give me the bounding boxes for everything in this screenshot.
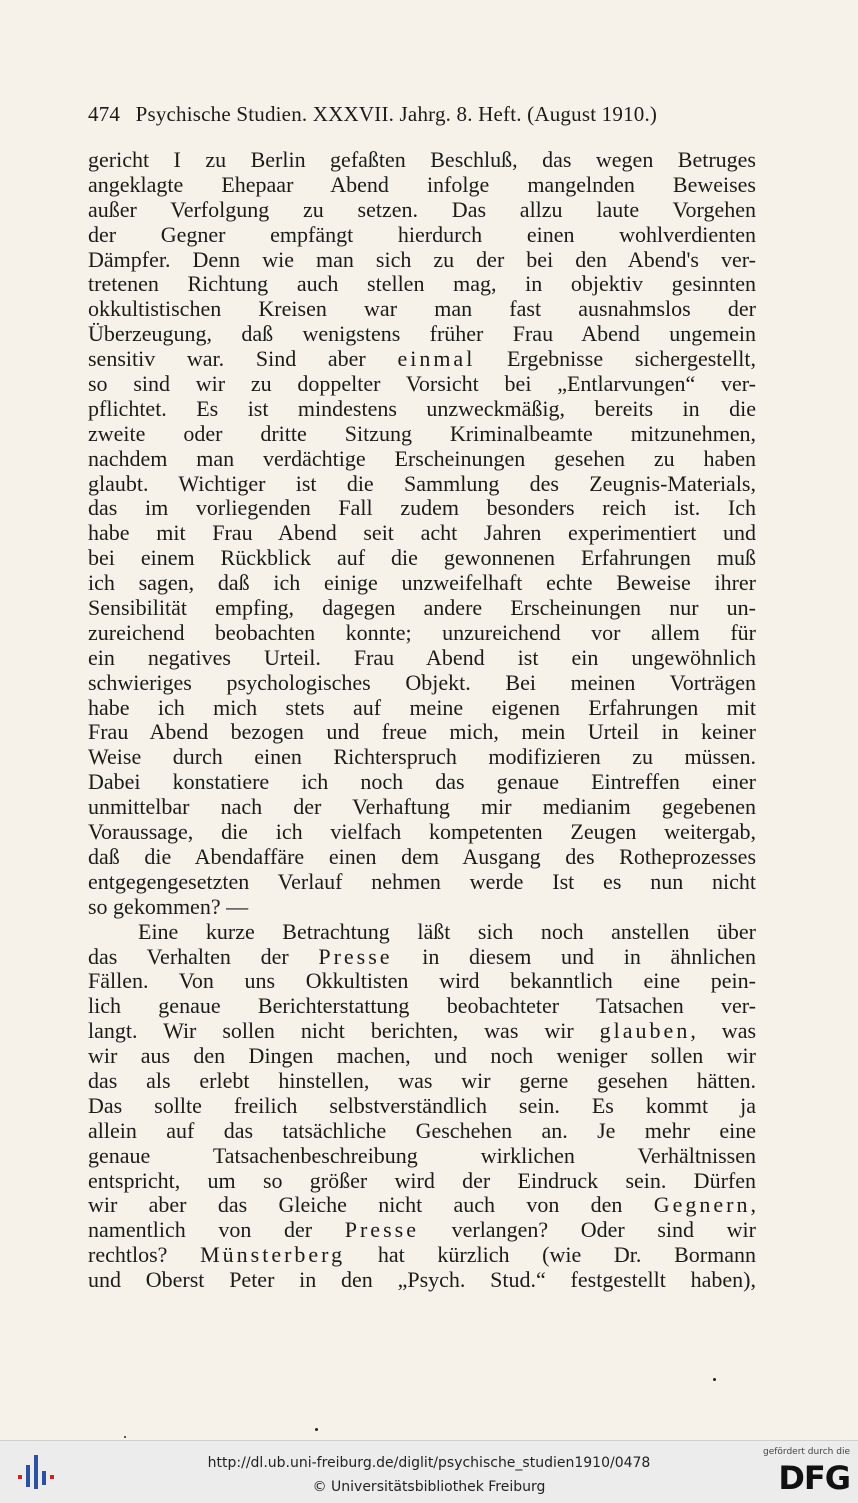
page-number: 474 [88, 102, 121, 126]
text-line: Sensibilität empfing, dagegen andere Erscheinungen nur un- [88, 596, 756, 621]
text-line: unmittelbar nach der Verhaftung mir medianim gegebenen [88, 795, 756, 820]
text-line [88, 347, 756, 372]
text-line: Weise durch einen Richterspruch modifizieren zu müssen. [88, 745, 756, 770]
text-line: habe ich mich stets auf meine eigenen Erfahrungen mit [88, 695, 756, 720]
text-line: angeklagte Ehepaar Abend infolge mangelnden Beweises [88, 172, 756, 197]
text-line: Überzeugung, daß wenigstens früher Frau Abend ungemein [88, 322, 756, 347]
text-line: der Gegner empfängt hierdurch einen wohlverdienten [88, 222, 756, 247]
text-line [88, 1019, 756, 1044]
text-line: Dämpfer. Denn wie man sich zu der bei den Abend's ver- [88, 247, 756, 272]
text-line: ein negatives Urteil. Frau Abend ist ein ungewöhnlich [88, 645, 756, 670]
text-line: lich genaue Berichterstattung beobachteter Tatsachen ver- [88, 994, 756, 1019]
text-line: außer Verfolgung zu setzen. Das allzu laute Vorgehen [88, 197, 756, 222]
text-line: nachdem man verdächtige Erscheinungen gesehen zu haben [88, 446, 756, 471]
text-line: Dabei konstatiere ich noch das genaue Eintreffen einer [88, 770, 756, 795]
line-segment: namentlich von der [88, 1218, 313, 1243]
line-segment: das Verhalten der [88, 944, 289, 969]
running-head-title: Psychische Studien. XXXVII. Jahrg. 8. Heft. (August 1910.) [135, 102, 658, 126]
text-line: Frau Abend bezogen und freue mich, mein Urteil in keiner [88, 720, 756, 745]
line-segment: wir aber das Gleiche nicht auch von den [88, 1193, 623, 1218]
spaced-emphasis: Presse [344, 1218, 419, 1243]
line-segment: verlangen? Oder sind wir [418, 1218, 756, 1243]
text-line: Voraussage, die ich vielfach kompetenten Zeugen weitergab, [88, 820, 756, 845]
line-segment: , was [690, 1019, 756, 1044]
scan-speck [713, 1378, 716, 1381]
text-line: tretenen Richtung auch stellen mag, in objektiv gesinnten [88, 272, 756, 297]
text-line: so sind wir zu doppelter Vorsicht bei „Entlarvungen“ ver- [88, 372, 756, 397]
line-segment: hat kürzlich (wie Dr. Bormann [345, 1243, 756, 1268]
running-header [88, 102, 756, 127]
text-line: so gekommen? — [88, 894, 249, 919]
text-line [88, 1193, 756, 1218]
dfg-tagline: gefördert durch die [763, 1447, 850, 1457]
spaced-emphasis: einmal [397, 347, 476, 372]
text-line: Fällen. Von uns Okkultisten wird bekanntlich eine pein- [88, 969, 756, 994]
text-line [88, 1243, 756, 1268]
text-line: ich sagen, daß ich einige unzweifelhaft echte Beweise ihrer [88, 571, 756, 596]
text-line: wir aus den Dingen machen, und noch weniger sollen wir [88, 1044, 756, 1069]
line-segment: sensitiv war. Sind aber [88, 347, 366, 372]
text-line: okkultistischen Kreisen war man fast ausnahmslos der [88, 297, 756, 322]
spaced-emphasis: Presse [318, 944, 393, 969]
line-segment: , [750, 1193, 756, 1218]
permalink-url[interactable]: http://dl.ub.uni-freiburg.de/diglit/psychische_studien1910/0478 [207, 1455, 651, 1471]
text-line: pflichtet. Es ist mindestens unzweckmäßig, bereits in die [88, 396, 756, 421]
line-segment: Ergebnisse sichergestellt, [475, 347, 756, 372]
text-line [88, 1218, 756, 1243]
text-line: glaubt. Wichtiger ist die Sammlung des Zeugnis-Materials, [88, 471, 756, 496]
text-line: Eine kurze Betrachtung läßt sich noch anstellen über [138, 919, 756, 944]
scan-speck [124, 1436, 126, 1438]
spaced-emphasis: Gegnern [653, 1193, 751, 1218]
text-line: schwieriges psychologisches Objekt. Bei meinen Vorträgen [88, 670, 756, 695]
text-line: allein auf das tatsächliche Geschehen an. Je mehr eine [88, 1118, 756, 1143]
text-line: das als erlebt hinstellen, was wir gerne gesehen hätten. [88, 1068, 756, 1093]
line-segment: in diesem und in ähnlichen [392, 944, 756, 969]
text-line: und Oberst Peter in den „Psych. Stud.“ festgestellt haben), [88, 1268, 756, 1293]
copyright-notice: © Universitätsbibliothek Freiburg [312, 1479, 546, 1495]
text-line: gericht I zu Berlin gefaßten Beschluß, das wegen Betruges [88, 148, 756, 172]
spaced-emphasis: Münsterberg [200, 1243, 346, 1268]
text-line: zweite oder dritte Sitzung Kriminalbeamte mitzunehmen, [88, 421, 756, 446]
text-line: entgegengesetzten Verlauf nehmen werde Ist es nun nicht [88, 869, 756, 894]
body-text [88, 148, 756, 1293]
text-line [88, 945, 756, 970]
line-segment: rechtlos? [88, 1243, 168, 1268]
text-line: Das sollte freilich selbstverständlich sein. Es kommt ja [88, 1093, 756, 1118]
dfg-logo-icon: DFG [778, 1459, 850, 1497]
text-line: bei einem Rückblick auf die gewonnenen Erfahrungen muß [88, 546, 756, 571]
line-segment: langt. Wir sollen nicht berichten, was wir [88, 1019, 574, 1044]
viewer-footer [0, 1440, 858, 1503]
spaced-emphasis: glauben [599, 1019, 691, 1044]
text-line: habe mit Frau Abend seit acht Jahren experimentiert und [88, 521, 756, 546]
scan-speck [315, 1428, 318, 1431]
text-line: genaue Tatsachenbeschreibung wirklichen Verhältnissen [88, 1143, 756, 1168]
text-line: daß die Abendaffäre einen dem Ausgang des Rotheprozesses [88, 844, 756, 869]
text-line: zureichend beobachten konnte; unzureichend vor allem für [88, 620, 756, 645]
dfg-funding-logo [758, 1447, 850, 1497]
text-line: entspricht, um so größer wird der Eindruck sein. Dürfen [88, 1168, 756, 1193]
text-line: das im vorliegenden Fall zudem besonders reich ist. Ich [88, 496, 756, 521]
